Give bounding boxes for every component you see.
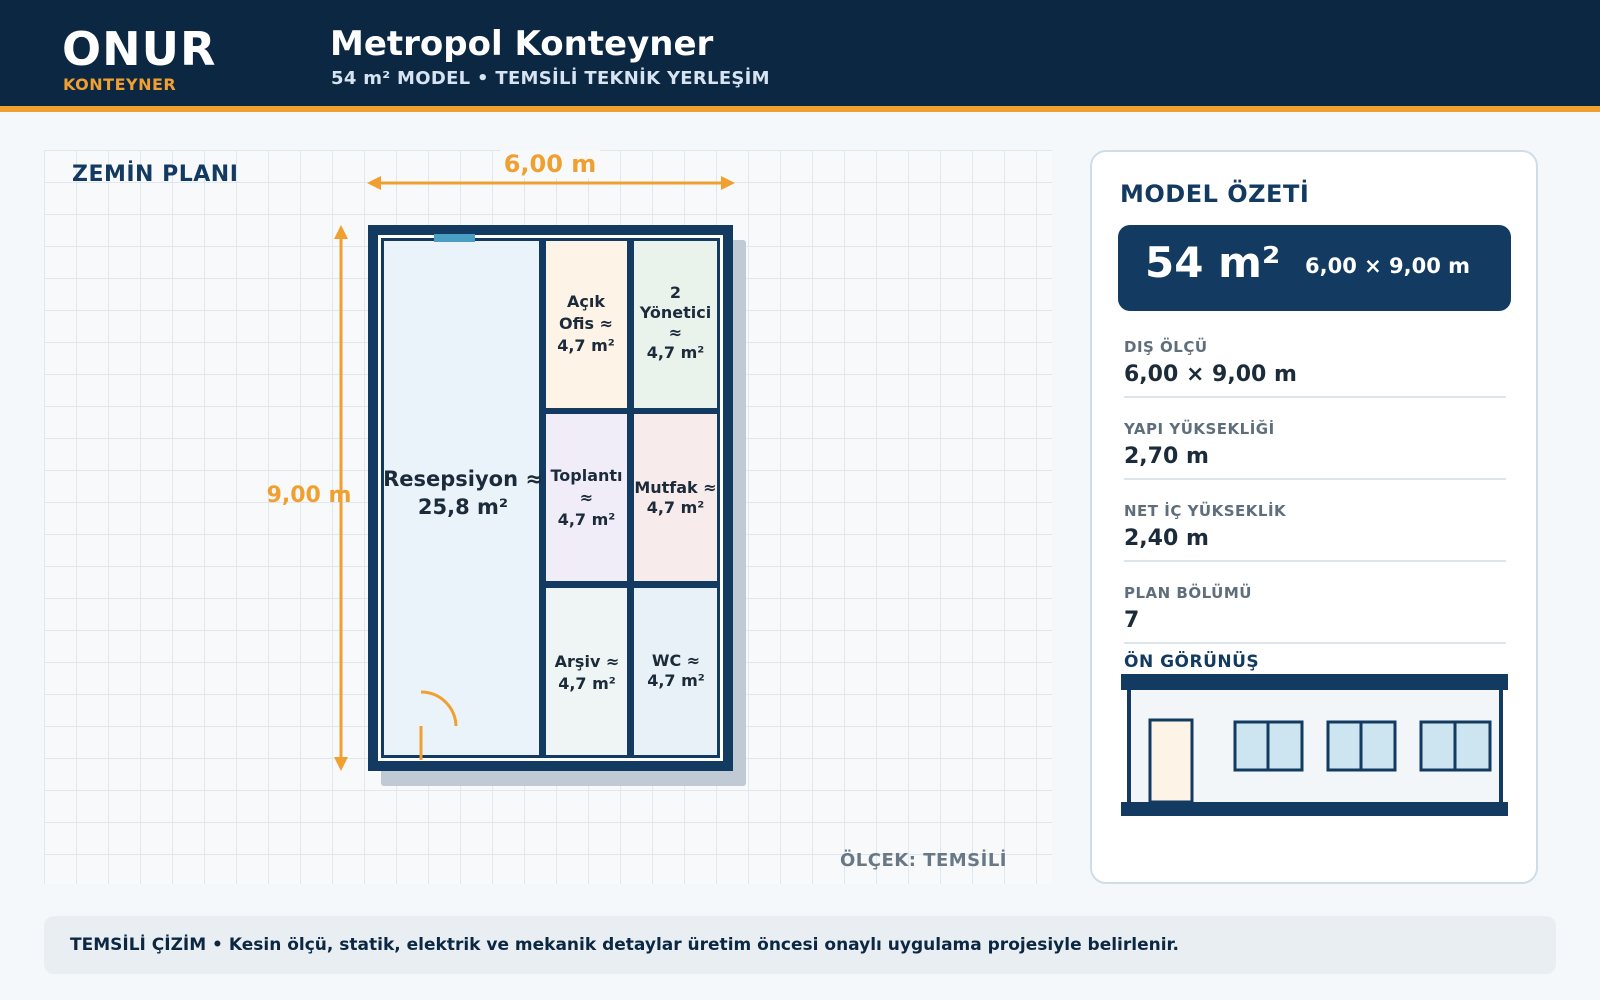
spec-net-height-label: NET İÇ YÜKSEKLİK <box>1124 502 1287 520</box>
room-wc-name: WC ≈ <box>651 651 701 670</box>
room-open-office-name: Açık Ofis ≈ <box>559 292 613 333</box>
room-meeting-name: Toplantı ≈ <box>550 466 623 507</box>
height-dimension-label: 9,00 m <box>266 483 352 508</box>
spec-net-height-value: 2,40 m <box>1124 526 1209 551</box>
room-reception-name: Resepsiyon ≈ <box>383 467 543 491</box>
brand-tagline: KONTEYNER <box>63 75 177 94</box>
front-door <box>1150 720 1192 802</box>
room-reception-area: 25,8 m² <box>417 495 509 519</box>
spec-outer-size-label: DIŞ ÖLÇÜ <box>1124 338 1208 356</box>
room-archive-area: 4,7 m² <box>558 674 616 693</box>
brand-logo: ONUR <box>62 22 217 76</box>
room-meeting-area: 4,7 m² <box>557 510 616 529</box>
front-view-title: ÖN GÖRÜNÜŞ <box>1124 652 1260 672</box>
area-value: 54 m² <box>1145 238 1281 287</box>
spec-outer-size-value: 6,00 × 9,00 m <box>1124 362 1297 387</box>
footer-note: TEMSİLİ ÇİZİM • Kesin ölçü, statik, elektrik ve mekanik detaylar üretim öncesi onaylı uygulama projesiyle belirlenir. <box>70 935 1179 955</box>
spec-building-height-label: YAPI YÜKSEKLİĞİ <box>1124 420 1275 438</box>
room-archive-name: Arşiv ≈ <box>554 652 620 671</box>
room-wc-area: 4,7 m² <box>647 671 705 690</box>
page-subtitle: 54 m² MODEL • TEMSİLİ TEKNİK YERLEŞİM <box>331 68 770 89</box>
front-roof <box>1121 674 1508 690</box>
page-title: Metropol Konteyner <box>330 24 714 64</box>
room-managers-name: 2 Yönetici ≈ <box>639 283 712 342</box>
spec-building-height-value: 2,70 m <box>1124 444 1209 469</box>
room-managers-area: 4,7 m² <box>646 343 705 362</box>
room-kitchen-area: 4,7 m² <box>646 498 705 517</box>
floor-plan-title: ZEMİN PLANI <box>72 162 239 187</box>
scale-label: ÖLÇEK: TEMSİLİ <box>840 850 1008 871</box>
front-base <box>1121 802 1508 816</box>
width-dimension-label: 6,00 m <box>500 150 600 178</box>
area-dimensions: 6,00 × 9,00 m <box>1305 254 1471 278</box>
spec-plan-sections-label: PLAN BÖLÜMÜ <box>1124 584 1252 602</box>
room-kitchen-name: Mutfak ≈ <box>634 478 717 497</box>
room-open-office-area: 4,7 m² <box>557 336 615 355</box>
model-summary-title: MODEL ÖZETİ <box>1120 180 1310 208</box>
spec-plan-sections-value: 7 <box>1124 608 1140 633</box>
